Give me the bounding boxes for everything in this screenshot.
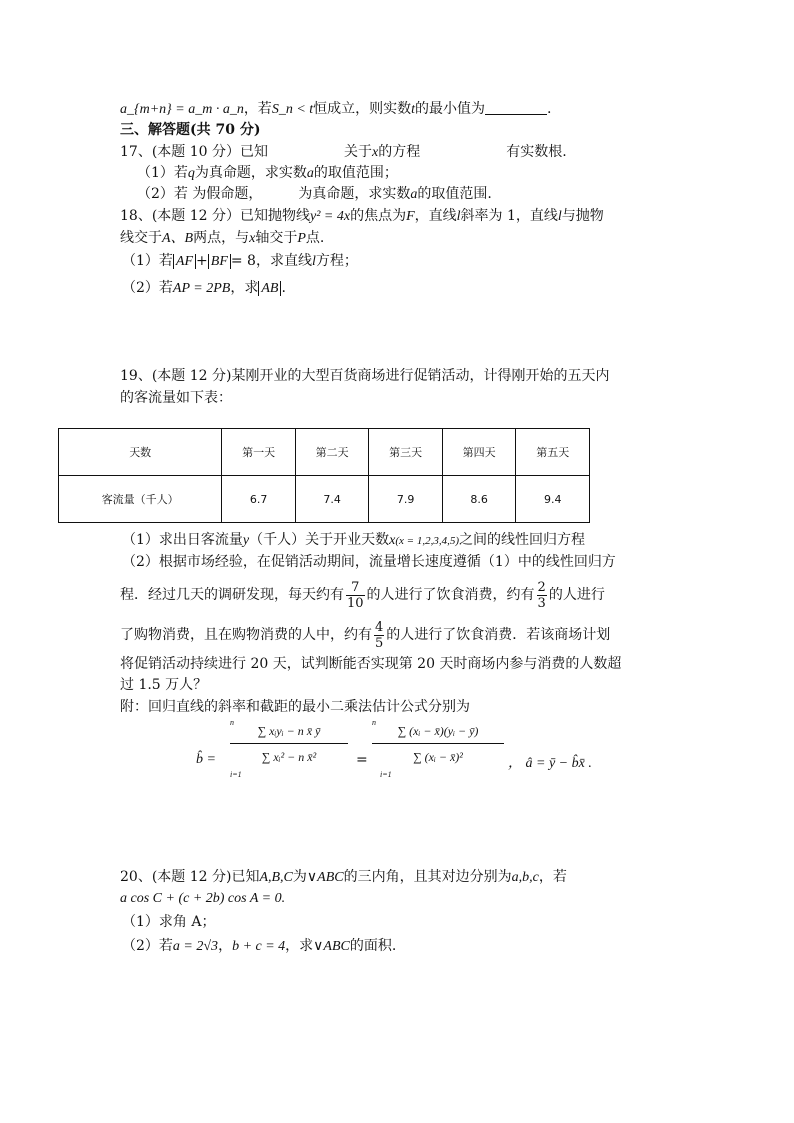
- q19-line2: 的客流量如下表：: [120, 390, 232, 406]
- sum-upper-limit: n: [230, 718, 234, 727]
- q19-p2-l2-mid: 的人进行了饮食消费，约有: [366, 587, 535, 603]
- q16-condition: S_n < t: [271, 102, 314, 117]
- fraction-denominator: 10: [347, 595, 364, 611]
- q18-points-ab: A、B: [162, 231, 194, 246]
- sum-lower-limit: i=1: [380, 770, 392, 779]
- q17-var-x: x: [372, 145, 379, 160]
- table-cell: 6.7: [222, 476, 296, 523]
- fraction-numerator: 4: [375, 619, 384, 635]
- q18-p2-mid: ，求: [230, 280, 259, 296]
- formula-a-hat: ， â = ȳ − b̂x̄ .: [508, 756, 592, 771]
- q18-l1-end: 斜率为 1，直线: [460, 208, 558, 224]
- q20-p2-pre: （2）若: [122, 938, 173, 954]
- q17-p2-pre: （2）若 为假命题，: [137, 186, 263, 202]
- q16-text-mid: ，若: [243, 101, 272, 117]
- q19-part2-line2: [120, 578, 605, 612]
- q20-triangle-2: ∨ABC: [313, 939, 350, 954]
- table-cell: 8.6: [442, 476, 516, 523]
- formula-frac1: [230, 718, 348, 779]
- q18-l1-pre: 18、(本题 12 分）已知抛物线: [120, 208, 310, 224]
- q17-end: 有实数根.: [506, 144, 567, 160]
- formula-b-hat: b̂ =: [196, 752, 216, 767]
- q20-angles: A,B,C: [259, 870, 293, 885]
- q20-part2: [122, 936, 396, 957]
- q18-line-l2: l: [557, 209, 562, 224]
- formula-denominator-2: ∑ (xᵢ − x̄)²: [413, 750, 463, 764]
- q18-l2-mid: 两点，与: [193, 230, 250, 246]
- q20-sum-bc: b + c = 4: [232, 939, 286, 954]
- q20-part1: （1）求角 A；: [122, 914, 216, 930]
- q19-part1: [122, 530, 585, 551]
- q18-p2-end: .: [281, 280, 286, 296]
- q19-part2-line4: 将促销活动持续进行 20 天，试判断能否实现第 20 天时商场内参与消费的人数超: [120, 656, 622, 672]
- q17-p2-mid: 为真命题，求实数: [298, 186, 411, 202]
- section-title: 三、解答题(共 70 分): [120, 122, 261, 138]
- q19-var-x: x: [389, 533, 396, 548]
- q19-x-condition: (x = 1,2,3,4,5): [395, 535, 459, 547]
- q17-p1-var: q: [187, 166, 195, 181]
- fraction-denominator: 3: [537, 595, 546, 611]
- q20-l1-pre: 20、(本题 12 分)已知: [120, 869, 260, 885]
- q18-p2-pre: （2）若: [122, 280, 173, 296]
- table-cell: 9.4: [516, 476, 590, 523]
- q20-l1-end: ，若: [538, 869, 567, 885]
- table-header-cell: 第一天: [222, 429, 296, 476]
- fraction-2-3: [537, 580, 547, 611]
- q20-l1-mid2: 的三内角，且其对边分别为: [343, 869, 512, 885]
- q18-l2-mid2: 轴交于: [255, 230, 298, 246]
- q18-l1-tail: 与抛物: [561, 208, 604, 224]
- q18-focus: F: [406, 209, 415, 224]
- sum-lower-limit: i=1: [230, 770, 242, 779]
- q19-p2-l2-pre: 程．经过几天的调研发现，每天约有: [120, 587, 344, 603]
- q19-appendix: 附：回归直线的斜率和截距的最小二乘法估计公式分别为: [120, 699, 470, 715]
- q19-p1-pre: （1）求出日客流量: [122, 532, 243, 548]
- formula-numerator-2: ∑ (xᵢ − x̄)(yᵢ − ȳ): [397, 724, 479, 738]
- q18-l2-pre: 线交于: [120, 230, 162, 246]
- q18-p1-end: 方程；: [315, 253, 358, 269]
- fraction-numerator: 7: [346, 580, 365, 596]
- q17-header: [120, 142, 567, 163]
- q20-triangle: ∨ABC: [306, 870, 344, 885]
- q18-p1-l: l: [311, 254, 316, 269]
- q18-line2: [120, 228, 324, 249]
- customer-flow-table: [58, 428, 590, 523]
- q20-line1: [120, 867, 567, 888]
- q18-line-l: l: [456, 209, 461, 224]
- q17-p2-end: 的取值范围.: [417, 186, 492, 202]
- q19-var-y: y: [242, 533, 250, 548]
- q17-part1: [137, 163, 398, 184]
- q18-line1: [120, 206, 604, 227]
- q18-p1-mid: ，求直线: [255, 253, 312, 269]
- q16-formula: a_{m+n} = a_m · a_n: [120, 102, 244, 117]
- formula-denominator-1: ∑ xᵢ² − n x̄²: [261, 750, 317, 764]
- q18-part1: [122, 251, 358, 272]
- q18-vector-eq: AP = 2PB: [172, 281, 231, 296]
- q16-var: t: [411, 102, 416, 117]
- q18-point-p: P: [297, 231, 306, 246]
- table-header-cell: 第二天: [295, 429, 369, 476]
- q18-abs-af: AF: [173, 254, 196, 269]
- table-header-cell: 第三天: [369, 429, 443, 476]
- q18-part2: [122, 278, 286, 299]
- fraction-denominator: 5: [375, 635, 384, 651]
- q18-p1-pre: （1）若: [122, 253, 173, 269]
- fraction-4-5: [374, 620, 384, 651]
- q18-x-axis: x: [249, 231, 256, 246]
- q17-p1-a: a: [306, 166, 314, 181]
- q16-text-final: 的最小值为: [415, 101, 486, 117]
- q17-p2-a: a: [410, 187, 418, 202]
- q19-p2-l3-end: 的人进行了饮食消费．若该商场计划: [386, 627, 611, 643]
- q17-p1-end: 的取值范围；: [313, 165, 398, 181]
- q18-plus: +: [196, 253, 208, 269]
- q19-part2-line1: （2）根据市场经验，在促销活动期间，流量增长速度遵循（1）中的线性回归方: [122, 554, 616, 570]
- q17-p1-pre: （1）若: [137, 165, 188, 181]
- table-cell: 7.4: [295, 476, 369, 523]
- regression-formula: [196, 718, 616, 808]
- q17-mid1: 关于: [344, 144, 372, 160]
- q16-tail-line: [120, 99, 552, 120]
- q19-p2-l2-end: 的人进行: [548, 587, 605, 603]
- q20-p2-end: 的面积.: [349, 938, 397, 954]
- fraction-numerator: 2: [537, 579, 546, 595]
- q18-parabola-eq: y² = 4x: [310, 209, 351, 224]
- q16-text-end: 恒成立，则实数: [313, 101, 412, 117]
- q18-p1-val: = 8: [230, 253, 256, 269]
- q20-l1-mid: 为: [292, 869, 307, 885]
- q20-side-a: a = 2√3: [172, 939, 219, 954]
- q19-p2-l3-pre: 了购物消费，且在购物消费的人中，约有: [120, 627, 372, 643]
- formula-numerator-1: ∑ xᵢyᵢ − n x̄ ȳ: [257, 724, 321, 738]
- q18-abs-ab: AB: [258, 281, 281, 296]
- q19-part2-line3: [120, 618, 610, 652]
- q16-end: .: [547, 101, 552, 117]
- q20-p2-mid: ，求: [285, 938, 314, 954]
- q18-l2-end: 点.: [305, 230, 325, 246]
- q19-p1-end: 之间的线性回归方程: [459, 532, 585, 548]
- q17-mid2: 的方程: [378, 144, 421, 160]
- fraction-7-10: [346, 580, 365, 611]
- q19-p1-mid: （千人）关于开业天数: [249, 532, 390, 548]
- q17-p1-mid: 为真命题，求实数: [194, 165, 307, 181]
- q20-sep: ，: [218, 938, 233, 954]
- table-header-cell: 第五天: [516, 429, 590, 476]
- formula-equals: =: [356, 752, 368, 768]
- table-row-label: 客流量（千人）: [59, 476, 222, 523]
- table-cell: 7.9: [369, 476, 443, 523]
- answer-blank: [485, 100, 547, 115]
- q18-abs-bf: BF: [208, 254, 231, 269]
- q19-part2-line5: 过 1.5 万人？: [120, 677, 208, 693]
- formula-frac2: [372, 718, 504, 779]
- table-row: [59, 476, 590, 523]
- q17-part2: [137, 184, 492, 205]
- q18-l1-mid: 的焦点为: [350, 208, 407, 224]
- q20-sides: a,b,c: [511, 870, 539, 885]
- table-header-cell: 天数: [59, 429, 222, 476]
- q18-l1-mid2: ，直线: [414, 208, 457, 224]
- table-header-row: [59, 429, 590, 476]
- q19-line1: 19、(本题 12 分)某刚开业的大型百货商场进行促销活动，计得刚开始的五天内: [120, 368, 610, 384]
- q20-line2: a cos C + (c + 2b) cos A = 0.: [120, 891, 286, 906]
- table-header-cell: 第四天: [442, 429, 516, 476]
- q17-header-text: 17、(本题 10 分）已知: [120, 144, 268, 160]
- sum-upper-limit: n: [372, 718, 376, 727]
